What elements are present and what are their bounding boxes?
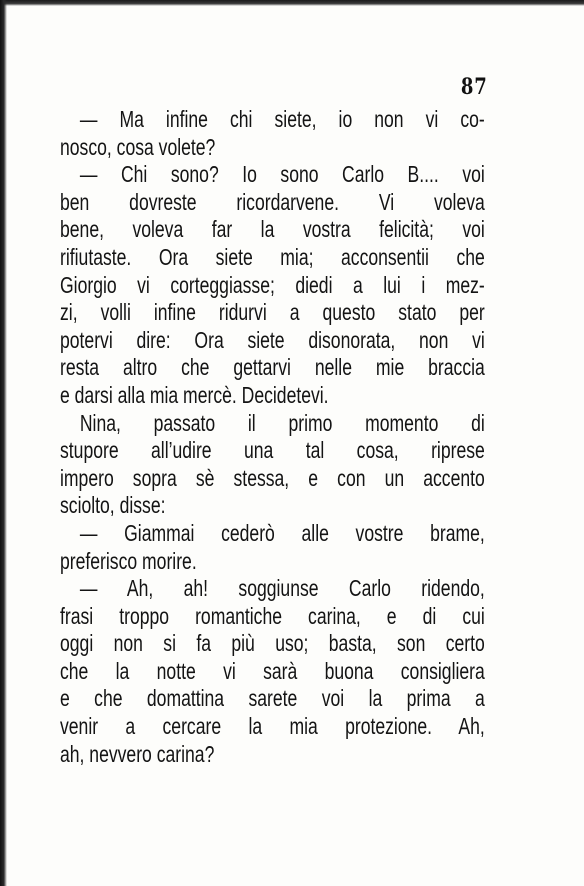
text-line: preferisco morire.	[60, 547, 197, 574]
text-line: Nina, passato il primo momento di	[79, 409, 485, 436]
text-line: — Ma infine chi siete, io non vi co-	[79, 106, 485, 132]
text-line: — Chi sono? Io sono Carlo B.... voi	[79, 161, 485, 188]
text-line: impero sopra sè stessa, e con un accento	[60, 464, 485, 491]
text-line: — Giammai cederò alle vostre brame,	[79, 519, 485, 546]
text-line: frasi troppo romantiche carina, e di cui	[60, 602, 485, 629]
text-line: Giorgio vi corteggiasse; diedi a lui i mez-	[60, 271, 485, 298]
text-line: oggi non si fa più uso; basta, son certo	[60, 630, 485, 657]
text-line: rifiutaste. Ora siete mia; acconsentii che	[60, 243, 485, 270]
page-number: 87	[461, 74, 488, 100]
text-line: resta altro che gettarvi nelle mie braccia	[60, 354, 485, 381]
text-line: bene, voleva far la vostra felicità; voi	[60, 216, 485, 243]
text-line: potervi dire: Ora siete disonorata, non vi	[60, 326, 485, 353]
text-line: e che domattina sarete voi la prima a	[60, 685, 485, 712]
scan-shadow-left	[0, 0, 7, 886]
text-line: che la notte vi sarà buona consigliera	[60, 657, 485, 684]
text-line: — Ah, ah! soggiunse Carlo ridendo,	[79, 575, 485, 602]
text-line: sciolto, disse:	[60, 492, 166, 519]
scan-shadow-top	[0, 0, 584, 6]
text-line: stupore all’udire una tal cosa, riprese	[60, 437, 485, 464]
text-line: venir a cercare la mia protezione. Ah,	[60, 713, 485, 740]
text-line: zi, volli infine ridurvi a questo stato per	[60, 299, 485, 326]
text-line: e darsi alla mia mercè. Decidetevi.	[60, 381, 329, 408]
text-line: ah, nevvero carina?	[60, 740, 215, 767]
body-text	[60, 106, 485, 768]
text-line: ben dovreste ricordarvene. Vi voleva	[60, 188, 485, 215]
text-line: nosco, cosa volete?	[60, 133, 216, 160]
